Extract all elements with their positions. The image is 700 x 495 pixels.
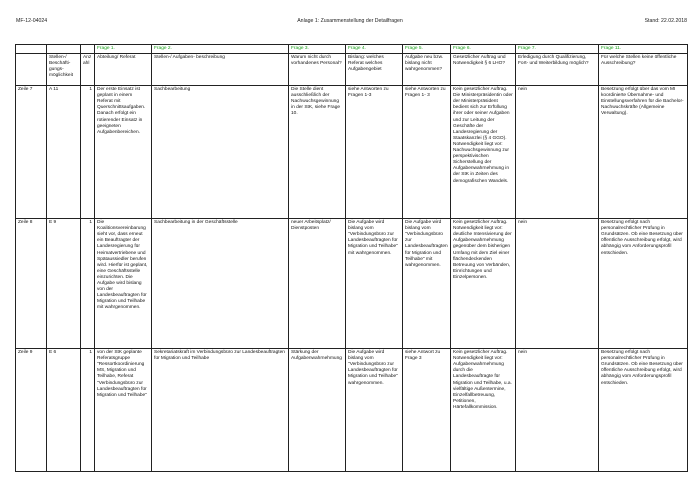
question-label: Frage 1.: [95, 45, 152, 54]
cell-department: Der erste Einsatz ist geplant in einem Referat mit Querschnittsaufgaben. Danach erfolgt ein rotierender Einsatz in geeigneten Aufgabenbereichen.: [95, 86, 152, 219]
table-row: [16, 219, 688, 349]
cell-legal-mandate: Kein gesetzlicher Auftrag. Die Ministerpräsidentin oder der Ministerpräsident bedient sich zur Erfüllung ihrer oder seiner Aufgaben und zur Leitung der Geschäfte der Landesregierung der Staatskanzlei (§ 4 GGO). Notwendigkeit liegt vor: Nachwuchsgewinnung zur perspektivischen Sicherstellung der Aufgabenwahrnehmung in der StK in Zeiten des demografischen Wandels.: [451, 86, 516, 219]
cell-description: Sekretariatskraft im Verbindungsbüro zur Landesbeauftragten für Migration und Teilhabe: [152, 349, 289, 472]
question-label: Frage 5.: [403, 45, 451, 54]
cell-description: Sachbearbeitung in der Geschäftsstelle: [152, 219, 289, 349]
question-label: Frage 4.: [346, 45, 403, 54]
cell-no-advertisement: Besetzung erfolgt nach personalrechtlicher Prüfung in Grundsätzen. Ob eine Besetzung über öffentliche Ausschreibung erfolgt, wird abhängig vom Anforderungsprofil entschieden.: [599, 219, 688, 349]
position-count: 1: [81, 86, 95, 219]
cell-legal-mandate: Kein gesetzlicher Auftrag. Notwendigkeit liegt vor: deutliche Intensivierung der Aufgabenwahrnehmung gegenüber dem bisherigen Umfang mit dem Ziel einer flächendeckenden Betreuung von Verbänden, Einrichtungen und Einzelpersonen.: [451, 219, 516, 349]
column-header: Für welche Stellen keine öffentliche Ausschreibung?: [599, 54, 688, 86]
table-row: [16, 86, 688, 219]
position-count: 1: [81, 219, 95, 349]
cell-qualification: nein: [516, 86, 599, 219]
cell-why-not-staff: Stärkung der Aufgabenwahrnehmung: [289, 349, 346, 472]
question-label: Frage 3.: [289, 45, 346, 54]
row-label: Zeile 8: [16, 219, 47, 349]
cell-new-task: siehe Antwort zu Frage 3: [403, 349, 451, 472]
column-header: Gesetzlicher Auftrag und Notwendigkeit § 6 LHO?: [451, 54, 516, 86]
table-row: [16, 349, 688, 472]
cell-new-task: Die Aufgabe wird bislang vom "Verbindungsbüro zur Landesbeauftragten für Migration und Teilhabe" mit wahrgenommen.: [403, 219, 451, 349]
column-header: Warum nicht durch vorhandenes Personal?: [289, 54, 346, 86]
column-header: Abteilung/ Referat: [95, 54, 152, 86]
question-label: Frage 7.: [516, 45, 599, 54]
cell-qualification: nein: [516, 349, 599, 472]
position-grade: E 6: [47, 349, 81, 472]
cell-description: Sachbearbeitung: [152, 86, 289, 219]
empty-cell: [16, 45, 47, 54]
position-grade: A 11: [47, 86, 81, 219]
question-label: Frage 11.: [599, 45, 688, 54]
column-header: Stellen-/ Beschäfti- gungs- möglichkeit: [47, 54, 81, 86]
cell-legal-mandate: Kein gesetzlicher Auftrag. Notwendigkeit liegt vor: Aufgabenwahrnehmung durch die Landesbeauftragte für Migration und Teilhabe, u.a. vielfältige Außentermine, Einzelfallbetreuung, Petitionen, Härtefallkommission.: [451, 349, 516, 472]
column-header: Stellen-/ Aufgaben- beschreibung: [152, 54, 289, 86]
empty-cell: [47, 45, 81, 54]
cell-new-task: siehe Antworten zu Fragen 1- 3: [403, 86, 451, 219]
cell-no-advertisement: Besetzung erfolgt nach personalrechtlicher Prüfung in Grundsätzen. Ob eine Besetzung über öffentliche Ausschreibung erfolgt, wird abhängig vom Anforderungsprofil entschieden.: [599, 349, 688, 472]
cell-department: Die Koalitionsvereinbarung sieht vor, dass erneut ein Beauftragter der Landesregierung für Heimatvertriebene und Spätaussiedler berufen wird. Hierfür ist geplant, eine Geschäftsstelle einzurichten. Die Aufgabe wird bislang von der Landesbeauftragten für Migration und Teilhabe mit wahrgenommen.: [95, 219, 152, 349]
cell-qualification: nein: [516, 219, 599, 349]
document-date: Stand: 22.02.2018: [644, 18, 687, 24]
column-header: Bislang: welches Referat welches Aufgabengebiet: [346, 54, 403, 86]
cell-previous-unit: Die Aufgabe wird bislang vom "Verbindungsbüro zur Landesbeauftragten für Migration und Teilhabe" mit wahrgenommen.: [346, 219, 403, 349]
column-header: Aufgabe neu bzw. bislang nicht wahrgenommen?: [403, 54, 451, 86]
cell-no-advertisement: Besetzung erfolgt über das vom MI koordinierte Übernahme- und Einstellungsverfahren für die Bachelor-Nachwuchskräfte (Allgemeine Verwaltung).: [599, 86, 688, 219]
cell-why-not-staff: neuer Arbeitsplatz/ Dienstposten: [289, 219, 346, 349]
position-grade: E 9: [47, 219, 81, 349]
empty-cell: [16, 54, 47, 86]
empty-cell: [81, 45, 95, 54]
detail-questions-table: [15, 44, 688, 472]
column-header: Erledigung durch Qualifizierung, Fort- und Weiterbildung möglich?: [516, 54, 599, 86]
cell-department: von der StK geplante Referatsgruppe "Ressortkoordinierung MS, Migration und Teilhabe, Referat "Verbindungsbüro zur Landesbeauftragten für Migration und Teilhabe": [95, 349, 152, 472]
question-label: Frage 2.: [152, 45, 289, 54]
column-header: Anzahl: [81, 54, 95, 86]
question-label: Frage 6.: [451, 45, 516, 54]
row-label: Zeile 9: [16, 349, 47, 472]
document-id: MF-12-04024: [16, 18, 48, 24]
row-label: Zeile 7: [16, 86, 47, 219]
cell-previous-unit: Die Aufgabe wird bislang vom "Verbindungsbüro zur Landesbeauftragten für Migration und Teilhabe" wahrgenommen.: [346, 349, 403, 472]
cell-previous-unit: siehe Antworten zu Fragen 1-3: [346, 86, 403, 219]
question-row: [16, 45, 688, 54]
document-title: Anlage 1: Zusammenstellung der Detailfragen: [297, 18, 403, 24]
cell-why-not-staff: Die Stelle dient ausschließlich der Nachwuchsgewinnung in der StK, siehe Frage 10.: [289, 86, 346, 219]
position-count: 1: [81, 349, 95, 472]
column-header-row: [16, 54, 688, 86]
